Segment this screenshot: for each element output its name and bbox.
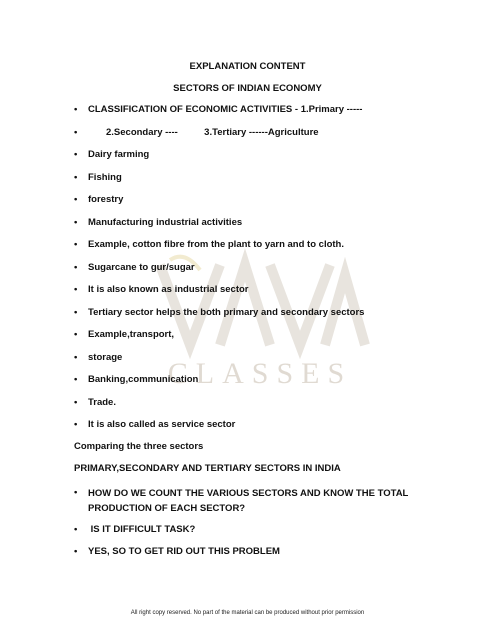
list-item-text: Tertiary sector helps the both primary and secondary sectors <box>88 307 365 318</box>
page-subtitle: SECTORS OF INDIAN ECONOMY <box>173 83 322 94</box>
bullet-icon: • <box>74 524 78 535</box>
bullet-icon: • <box>74 487 78 498</box>
bullet-icon: • <box>74 194 78 205</box>
section-heading: PRIMARY,SECONDARY AND TERTIARY SECTORS IN INDIA <box>74 463 341 474</box>
bullet-icon: • <box>74 284 78 295</box>
list-item-text: YES, SO TO GET RID OUT THIS PROBLEM <box>88 546 280 557</box>
list-item-text: Fishing <box>88 172 122 183</box>
section-label: Comparing the three sectors <box>74 441 204 452</box>
bullet-icon: • <box>74 172 78 183</box>
bullet-icon: • <box>74 104 78 115</box>
bullet-icon: • <box>74 262 78 273</box>
bullet-icon: • <box>74 374 78 385</box>
bullet-icon: • <box>74 329 78 340</box>
list-item-text: Example, cotton fibre from the plant to yarn and to cloth. <box>88 239 344 250</box>
list-item-text: 2.Secondary ---- 3.Tertiary ------Agriculture <box>106 127 319 138</box>
list-item-text: HOW DO WE COUNT THE VARIOUS SECTORS AND KNOW THE TOTAL PRODUCTION OF EACH SECTOR? <box>88 488 409 514</box>
list-item-text: Example,transport, <box>88 329 175 340</box>
list-item-text: Banking,communication <box>88 374 199 385</box>
list-item-text: IS IT DIFFICULT TASK? <box>88 524 196 535</box>
bullet-icon: • <box>74 127 78 138</box>
list-item-text: CLASSIFICATION OF ECONOMIC ACTIVITIES - 1.Primary ----- <box>88 104 363 115</box>
list-item-text: forestry <box>88 194 124 205</box>
svg-text:CLASSES: CLASSES <box>167 357 353 390</box>
list-item-text: Dairy farming <box>88 149 150 160</box>
list-item-text: It is also known as industrial sector <box>88 284 249 295</box>
bullet-icon: • <box>74 419 78 430</box>
copyright-footer: All right copy reserved. No part of the material can be produced without prior permission <box>130 610 365 616</box>
list-item-text: Manufacturing industrial activities <box>88 217 243 228</box>
bullet-icon: • <box>74 352 78 363</box>
page-title: EXPLANATION CONTENT <box>189 61 306 72</box>
bullet-icon: • <box>74 397 78 408</box>
bullet-icon: • <box>74 307 78 318</box>
list-item-text: Sugarcane to gur/sugar <box>88 262 195 273</box>
bullet-icon: • <box>74 239 78 250</box>
bullet-icon: • <box>74 217 78 228</box>
list-item-text: storage <box>88 352 123 363</box>
list-item-text: It is also called as service sector <box>88 419 236 430</box>
list-item-text: Trade. <box>88 397 116 408</box>
bullet-icon: • <box>74 546 78 557</box>
bullet-icon: • <box>74 149 78 160</box>
